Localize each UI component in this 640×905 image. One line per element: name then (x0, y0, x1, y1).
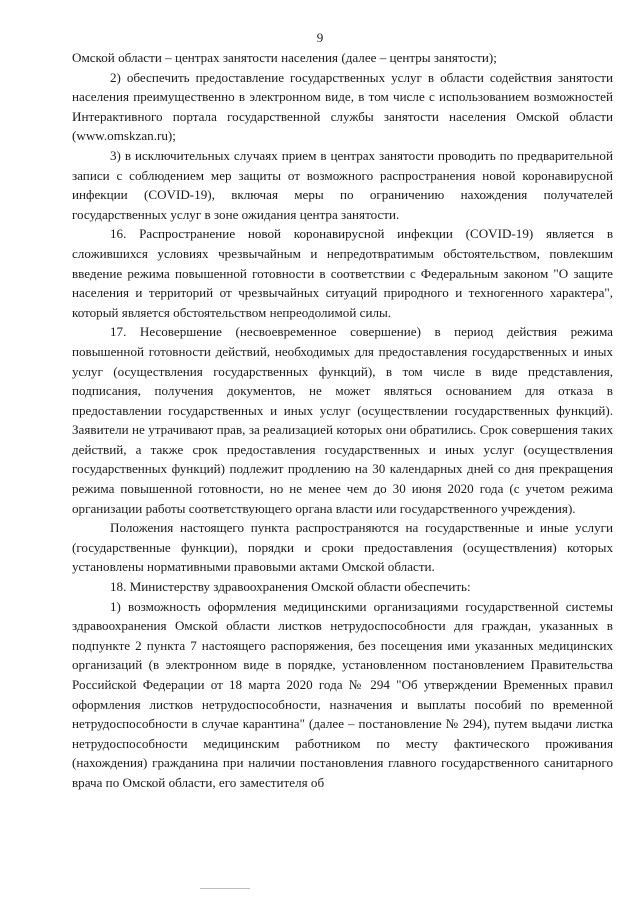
paragraph-18: 18. Министерству здравоохранения Омской области обеспечить: (110, 579, 471, 595)
page-number: 9 (316, 30, 324, 45)
scan-artifact-line (200, 888, 250, 889)
paragraph-16: 16. Распространение новой коронавирусной инфекции (COVID-19) является в сложившихся условиях чрезвычайным и непредотвратимым обстоятельством, повлекшим введение режима повышенной готовности в соответствии с Федеральным законом "О защите населения и территорий от чрезвычайных ситуаций природного и техногенного характера", который является обстоятельством непреодолимой силы. (72, 226, 613, 320)
paragraph-continuation: Омской области – центрах занятости населения (далее – центры занятости); (72, 50, 497, 65)
document-body (72, 48, 613, 793)
paragraph-17: 17. Несовершение (несвоевременное совершение) в период действия режима повышенной готовности действий, необходимых для предоставления государственных и иных услуг (осуществления государственных функций), в том числе в виде представления, подписания, получения документов, не может являться основанием для отказа в предоставлении государственных и иных услуг (осуществлении государственных функций). Заявители не утрачивают прав, за реализацией которых они обратились. Срок совершения таких действий, а также срок предоставления государственных и иных услуг (осуществления государственных функций) подлежит продлению на 30 календарных дней со дня прекращения режима повышенной готовности, но не менее чем до 30 июня 2020 года (с учетом режима организации работы соответствующего органа власти или государственного учреждения). (72, 324, 613, 516)
paragraph-17-provisions: Положения настоящего пункта распространяются на государственные и иные услуги (государственные функции), порядки и сроки предоставления (осуществления) которых установлены нормативными правовыми актами Омской области. (72, 520, 613, 575)
paragraph-item-3: 3) в исключительных случаях прием в центрах занятости проводить по предварительной записи с соблюдением мер защиты от возможного распространения новой коронавирусной инфекции (COVID-19), включая меры по ограничению нахождения получателей государственных услуг в зоне ожидания центра занятости. (72, 147, 613, 222)
paragraph-item-2: 2) обеспечить предоставление государственных услуг в области содействия занятости населения преимущественно в электронном виде, в том числе с использованием возможностей Интерактивного портала государственной службы занятости населения Омской области (www.omskzan.ru); (72, 69, 613, 144)
paragraph-18-item-1: 1) возможность оформления медицинскими организациями государственной системы здравоохранения Омской области листков нетрудоспособности для граждан, указанных в подпункте 2 пункта 7 настоящего распоряжения, без посещения ими указанных медицинских организаций (в электронном виде в порядке, установленном постановлением Правительства Российской Федерации от 18 марта 2020 года № 294 "Об утверждении Временных правил оформления листков нетрудоспособности, назначения и выплаты пособий по временной нетрудоспособности в случае карантина" (далее – постановление № 294), путем выдачи листка нетрудоспособности медицинским работником по месту фактического проживания (нахождения) гражданина при наличии постановления главного государственного санитарного врача по Омской области, его заместителя об (72, 598, 613, 790)
